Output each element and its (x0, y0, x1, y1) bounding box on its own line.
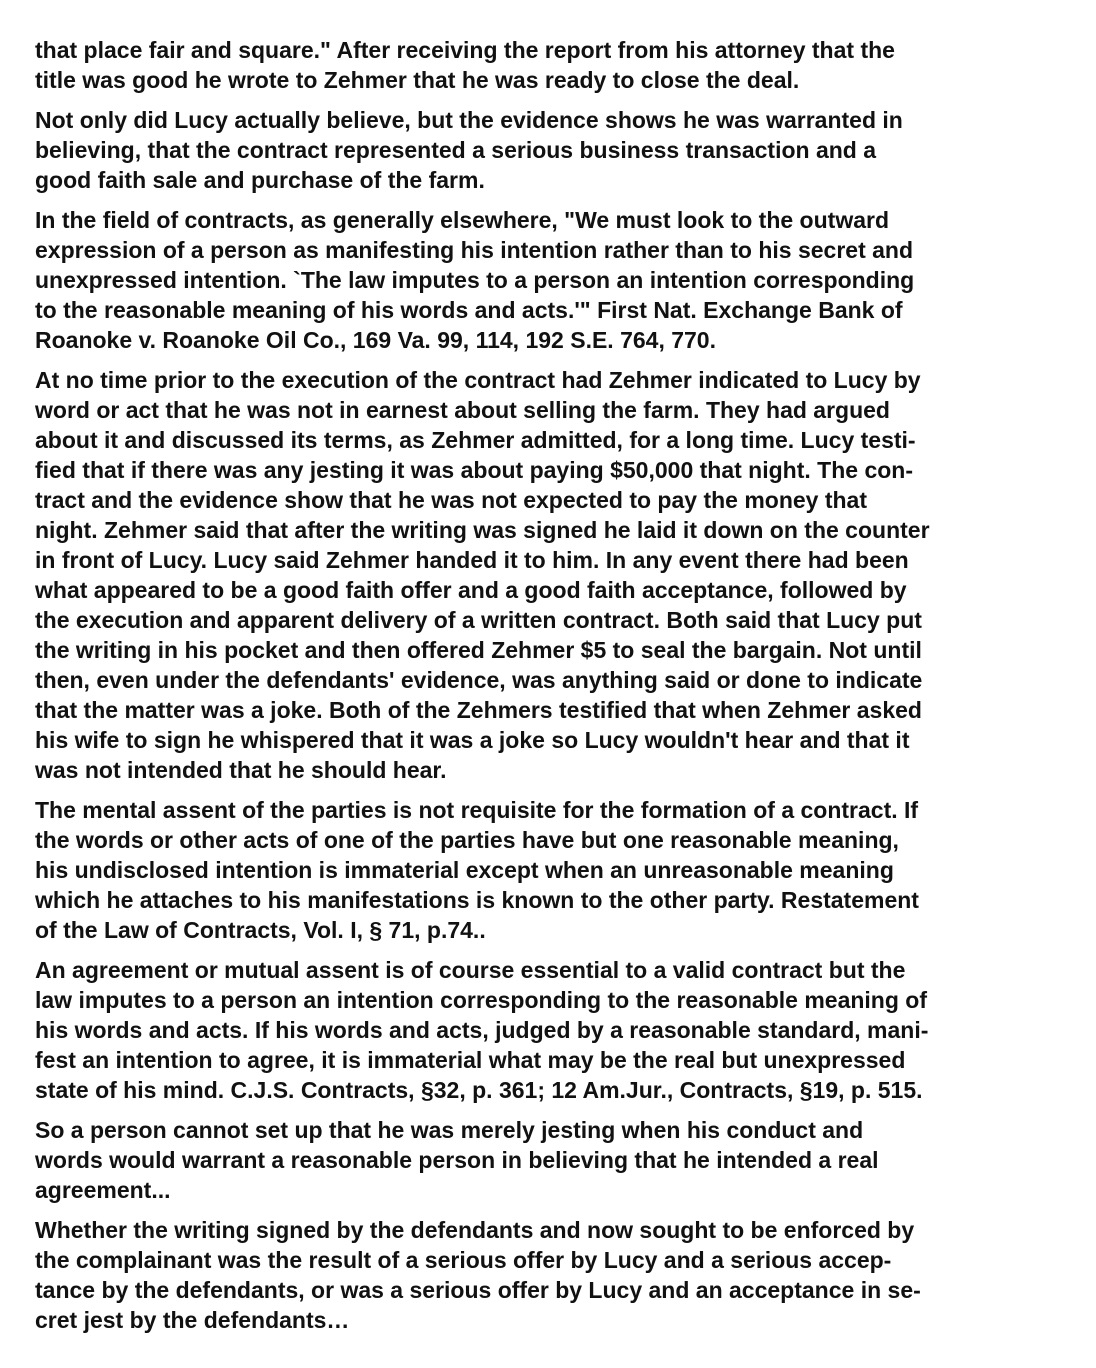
text-line: in front of Lucy. Lucy said Zehmer handed it to him. In any event there had been (35, 547, 909, 573)
text-line: tract and the evidence show that he was not expected to pay the money that (35, 487, 868, 513)
text-line: title was good he wrote to Zehmer that he was ready to close the deal. (35, 67, 800, 93)
text-line: which he attaches to his manifestations is known to the other party. Restatement (35, 887, 919, 913)
text-line: Whether the writing signed by the defendants and now sought to be enforced by (35, 1217, 915, 1243)
text-line: agreement... (35, 1177, 171, 1203)
document-page (35, 35, 1065, 1345)
text-line: expression of a person as manifesting his intention rather than to his secret and (35, 237, 914, 263)
text-line: the execution and apparent delivery of a written contract. Both said that Lucy put (35, 607, 922, 633)
text-line: the complainant was the result of a serious offer by Lucy and a serious accep- (35, 1247, 892, 1273)
text-line: that place fair and square." After receiving the report from his attorney that the (35, 37, 895, 63)
text-line: At no time prior to the execution of the contract had Zehmer indicated to Lucy by (35, 367, 921, 393)
text-line: An agreement or mutual assent is of course essential to a valid contract but the (35, 957, 906, 983)
text-line: to the reasonable meaning of his words and acts.'" First Nat. Exchange Bank of (35, 297, 903, 323)
text-line: In the field of contracts, as generally elsewhere, "We must look to the outward (35, 207, 889, 233)
paragraph (35, 1215, 1065, 1335)
text-line: his undisclosed intention is immaterial except when an unreasonable meaning (35, 857, 894, 883)
text-line: the words or other acts of one of the parties have but one reasonable meaning, (35, 827, 899, 853)
text-line: night. Zehmer said that after the writing was signed he laid it down on the counter (35, 517, 930, 543)
text-line: believing, that the contract represented a serious business transaction and a (35, 137, 877, 163)
text-line: unexpressed intention. `The law imputes to a person an intention corresponding (35, 267, 915, 293)
text-line: was not intended that he should hear. (35, 757, 447, 783)
paragraph (35, 955, 1065, 1105)
text-line: then, even under the defendants' evidence, was anything said or done to indicate (35, 667, 923, 693)
text-line: state of his mind. C.J.S. Contracts, §32, p. 361; 12 Am.Jur., Contracts, §19, p. 515. (35, 1077, 923, 1103)
paragraph (35, 105, 1065, 195)
text-line: law imputes to a person an intention corresponding to the reasonable meaning of (35, 987, 927, 1013)
paragraph (35, 205, 1065, 355)
text-line: the writing in his pocket and then offered Zehmer $5 to seal the bargain. Not until (35, 637, 922, 663)
text-line: The mental assent of the parties is not requisite for the formation of a contract. If (35, 797, 919, 823)
paragraph (35, 35, 1065, 95)
text-line: his wife to sign he whispered that it was a joke so Lucy wouldn't hear and that it (35, 727, 910, 753)
text-line: his words and acts. If his words and acts, judged by a reasonable standard, mani- (35, 1017, 929, 1043)
text-line: cret jest by the defendants… (35, 1307, 350, 1333)
text-line: word or act that he was not in earnest about selling the farm. They had argued (35, 397, 890, 423)
text-line: that the matter was a joke. Both of the Zehmers testified that when Zehmer asked (35, 697, 922, 723)
text-line: of the Law of Contracts, Vol. I, § 71, p.74.. (35, 917, 486, 943)
paragraph (35, 365, 1065, 785)
text-line: fest an intention to agree, it is immaterial what may be the real but unexpressed (35, 1047, 906, 1073)
text-line: Roanoke v. Roanoke Oil Co., 169 Va. 99, 114, 192 S.E. 764, 770. (35, 327, 716, 353)
text-line: So a person cannot set up that he was merely jesting when his conduct and (35, 1117, 864, 1143)
text-line: good faith sale and purchase of the farm. (35, 167, 485, 193)
text-line: Not only did Lucy actually believe, but the evidence shows he was warranted in (35, 107, 903, 133)
paragraph (35, 1115, 1065, 1205)
text-line: what appeared to be a good faith offer and a good faith acceptance, followed by (35, 577, 907, 603)
text-line: fied that if there was any jesting it was about paying $50,000 that night. The con- (35, 457, 913, 483)
text-line: tance by the defendants, or was a serious offer by Lucy and an acceptance in se- (35, 1277, 921, 1303)
text-line: about it and discussed its terms, as Zehmer admitted, for a long time. Lucy testi- (35, 427, 916, 453)
paragraph (35, 795, 1065, 945)
text-line: words would warrant a reasonable person in believing that he intended a real (35, 1147, 879, 1173)
